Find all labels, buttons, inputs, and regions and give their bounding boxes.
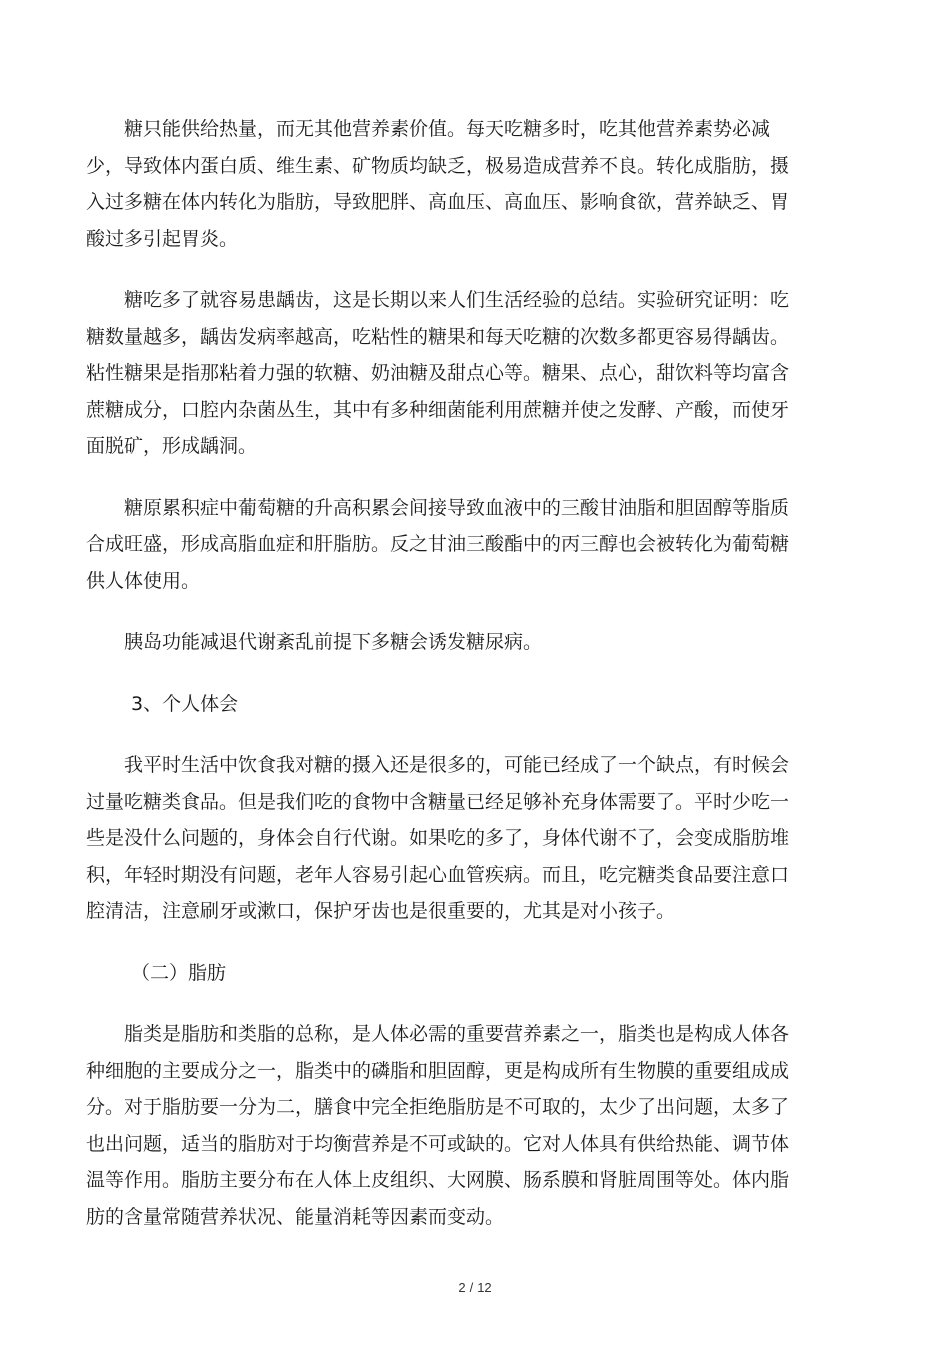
paragraph-diabetes: 胰岛功能减退代谢紊乱前提下多糖会诱发糖尿病。 (124, 631, 543, 653)
paragraph-sugar-nutrition: 糖只能供给热量，而无其他营养素价值。每天吃糖多时，吃其他营养素势必减少，导致体内蛋白质、维生素、矿物质均缺乏，极易造成营养不良。转化成脂肪，摄入过多糖在体内转化为脂肪，导致肥胖、高血压、高血压、影响食欲，营养缺乏、胃酸过多引起胃炎。 (86, 118, 790, 250)
section-heading-personal-experience: 3、个人体会 (131, 692, 239, 715)
paragraph-personal-experience: 我平时生活中饮食我对糖的摄入还是很多的，可能已经成了一个缺点，有时候会过量吃糖类食品。但是我们吃的食物中含糖量已经足够补充身体需要了。平时少吃一些是没什么问题的，身体会自行代谢。如果吃的多了，身体代谢不了，会变成脂肪堆积，年轻时期没有问题，老年人容易引起心血管疾病。而且，吃完糖类食品要注意口腔清洁，注意刷牙或漱口，保护牙齿也是很重要的，尤其是对小孩子。 (86, 754, 790, 922)
document-body (86, 111, 806, 1260)
page-separator: / (469, 1280, 474, 1295)
paragraph-glycogen-storage: 糖原累积症中葡萄糖的升高积累会间接导致血液中的三酸甘油脂和胆固醇等脂质合成旺盛，形成高脂血症和肝脂肪。反之甘油三酸酯中的丙三醇也会被转化为葡萄糖供人体使用。 (86, 496, 790, 592)
current-page-number: 2 (458, 1280, 466, 1295)
paragraph-sugar-dental-caries: 糖吃多了就容易患龋齿，这是长期以来人们生活经验的总结。实验研究证明：吃糖数量越多，龋齿发病率越高，吃粘性的糖果和每天吃糖的次数多都更容易得龋齿。粘性糖果是指那粘着力强的软糖、奶油糖及甜点心等。糖果、点心，甜饮料等均富含蔗糖成分，口腔内杂菌丛生，其中有多种细菌能利用蔗糖并使之发酵、产酸，而使牙面脱矿，形成龋洞。 (86, 289, 790, 457)
section-heading-fat: （二）脂肪 (131, 961, 227, 984)
total-page-count: 12 (477, 1280, 492, 1295)
paragraph-fat: 脂类是脂肪和类脂的总称，是人体必需的重要营养素之一，脂类也是构成人体各种细胞的主要成分之一，脂类中的磷脂和胆固醇，更是构成所有生物膜的重要组成成分。对于脂肪要一分为二，膳食中完全拒绝脂肪是不可取的，太少了出问题，太多了也出问题，适当的脂肪对于均衡营养是不可或缺的。它对人体具有供给热能、调节体温等作用。脂肪主要分布在人体上皮组织、大网膜、肠系膜和肾脏周围等处。体内脂肪的含量常随营养状况、能量消耗等因素而变动。 (86, 1023, 790, 1228)
page-number-footer (0, 1280, 950, 1295)
